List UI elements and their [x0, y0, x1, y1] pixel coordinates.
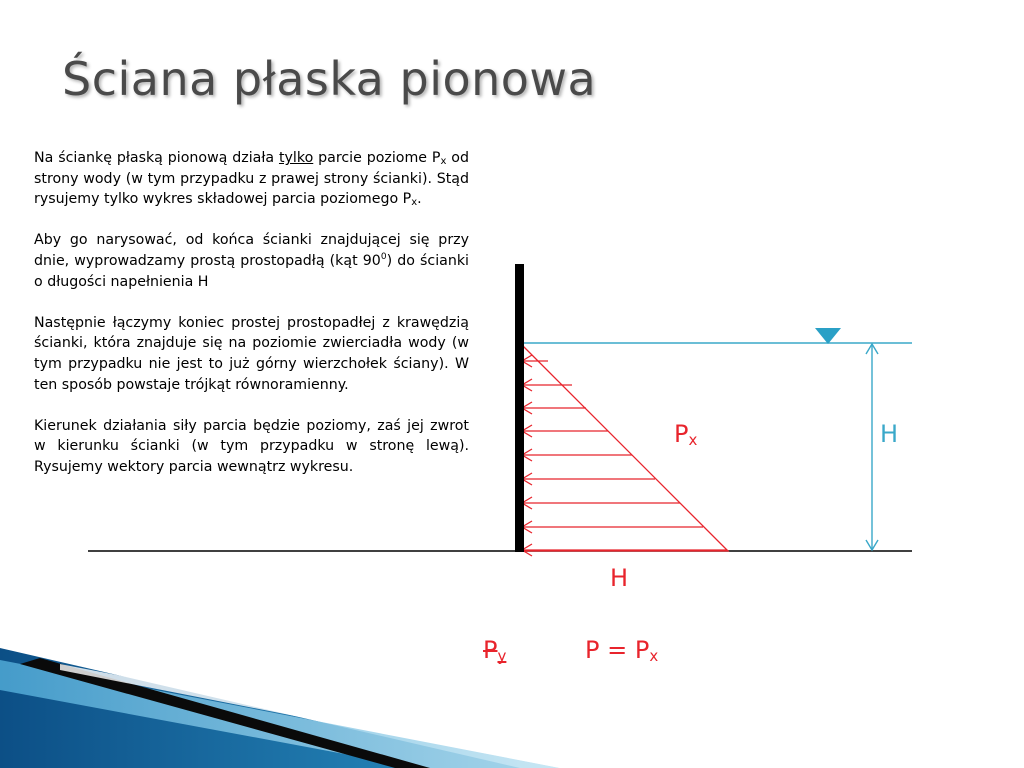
paragraph-1-text-d: . [417, 191, 422, 208]
pressure-vector [522, 449, 632, 461]
paragraph-1-text-a: Na ściankę płaską pionową działa [34, 150, 279, 166]
paragraph-2-text-a: Aby go narysować, od końca ścianki znajdującej się przy dnie, wyprowadzamy prostą prostopadłą (kąt 90 [34, 232, 469, 269]
label-equation [585, 636, 658, 664]
paragraph-1-text-b: parcie poziome P [313, 150, 441, 166]
subscript-x: x [440, 156, 447, 167]
label-height-vertical: H [880, 420, 899, 448]
pressure-vector [522, 497, 680, 509]
label-equation-main: P = P [585, 636, 650, 664]
label-px [674, 420, 697, 448]
pressure-vector [522, 544, 727, 556]
superscript-zero: 0 [380, 251, 387, 262]
corner-decoration [0, 648, 600, 768]
label-py-sub: y [497, 647, 507, 665]
label-equation-sub: x [649, 647, 659, 665]
pressure-vector [522, 355, 548, 367]
label-height-horizontal: H [610, 564, 629, 592]
pressure-vector [522, 521, 703, 533]
paragraph-1-text-c: od strony wody (w tym przypadku z prawej strony ścianki). Stąd rysujemy tylko wykres składowej parcia poziomego P [34, 150, 469, 208]
pressure-vector [522, 379, 572, 391]
label-py-crossed [483, 636, 506, 664]
water-level-marker-icon [815, 328, 841, 344]
slide-title: Ściana płaska pionowa [62, 52, 597, 106]
label-py-main: P [483, 636, 498, 664]
paragraph-2-text-b: ) do ścianki o długości napełnienia H [34, 252, 469, 290]
paragraph-4: Kierunek działania siły parcia będzie poziomy, zaś jej zwrot w kierunku ścianki (w tym przypadku w stronę lewą). Rysujemy wektory parcia wewnątrz wykresu. [34, 417, 469, 475]
paragraph-3: Następnie łączymy koniec prostej prostopadłej z krawędzią ścianki, która znajduje się na poziomie zwierciadła wody (w tym przypadku nie jest to już górny wierzchołek ściany). W ten sposób powstaje trójkąt równoramienny. [34, 314, 469, 393]
underlined-word: tylko [278, 150, 314, 166]
label-px-main: P [674, 420, 689, 448]
label-px-sub: x [688, 431, 698, 449]
pressure-vectors [522, 355, 727, 556]
pressure-vector [522, 425, 608, 437]
height-dimension [866, 344, 878, 550]
subscript-x: x [411, 197, 418, 209]
vertical-wall [515, 264, 524, 552]
pressure-vector [522, 473, 655, 485]
pressure-vector [522, 402, 586, 414]
